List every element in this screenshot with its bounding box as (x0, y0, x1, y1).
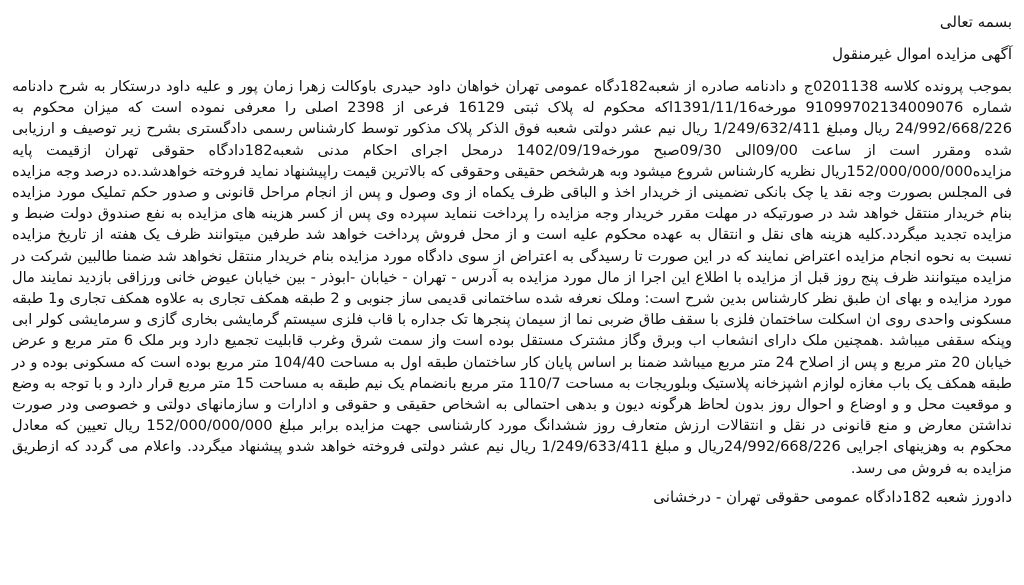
notice-title: آگهی مزایده اموال غیرمنقول (832, 45, 1012, 63)
invocation-heading: بسمه تعالی (939, 13, 1012, 31)
notice-body-text: بموجب پرونده کلاسه 0201138ج و دادنامه صادره از شعبه182دگاه عمومی تهران خواهان داود حیدری باوکالت زهرا زمان پور و علیه داود درستکار به شرح دادنامه شماره 9109970213400907‌6 مورخه1391/11/16اکه محکوم له پلاک ثبتی 16129 فرعی از 2398 اصلی را معرفی نموده است که میزان محکوم به 24/992/668/226 ریال ومبلغ 1/249/632/411 ریال نیم عشر دولتی شعبه فوق الذکر پلاک مذکور توسط کارشناس رسمی دادگستری بشرح زیر توصیف و ارزیابی شده ومقرر است از ساعت 09/00الی 09/30صبح مورخه1402/09/19 درمحل اجرای احکام مدنی شعبه182دادگاه حقوقی تهران ازقیمت پایه مزایده152/000/000/000ریال نظریه کارشناس شروع میشود وبه هرشخص حقیقی وحقوقی که بالاترین قیمت راپیشنهاد نماید فروخته خواهدشد.ده درصد وجه مزایده فی المجلس بصورت وجه نقد یا چک بانکی تضمینی از خریدار اخذ و الباقی ظرف یکماه از وی وصول و پس از انجام مراحل قانونی و صدور حکم تملیک مورد مزایده بنام خریدار منتقل خواهد شد در صورتیکه در مهلت مقرر خریدار وجه مزایده را پرداخت ننماید سپرده وی پس از کسر هزینه های مزایده به نفع صندوق دولت ضبط و مزایده تجدید میگردد.کلیه هزینه های نقل و انتقال به عهده محکوم علیه است و از محل فروش پرداخت خواهد شد طرفین میتوانند ظرف یک هفته از تاریخ مزایده نسبت به نحوه انجام مزایده اعتراض نمایند که در این صورت تا رسیدگی به اعتراض از سوی دادگاه مورد مزایده بنام خریدار منتقل نخواهد شد ضمنا طالبین شرکت در مزایده میتوانند ظرف پنج روز قبل از مزایده با اطلاع این اجرا از مال مورد مزایده به آدرس - تهران - خیابان -ابوذر - بین خیابان عیوض خانی ورزاقی بازدید نمایند مال مورد مزایده و بهای ان طبق نظر کارشناس بدین شرح است: وملک نعرفه شده ساختمانی قدیمی ساز جنوبی و 2 طبقه همکف تجاری به علاوه همکف تجاری و1 طبقه مسکونی واحدی روی ان اسکلت ساختمان فلزی با سقف طاق ضربی نما از سیمان پنجرها تک جداره با قاب فلزی سیستم گرمایشی بخاری گازی و سرمایشی کولر ابی وپنکه سقفی میباشد .همچنین ملک دارای انشعاب اب وبرق وگاز مشترک مستقل بوده است واز سمت شرق وغرب قابلیت تجمیع دارد وبر ملک 6 متر مربع و عرض خیابان 20 متر مربع و پس از اصلاح 24 متر مربع میباشد ضمنا بر اساس پایان کار ساختمان طبقه اول به مساحت 104/40 متر مربع بوده است که مسکونی بوده و در طبقه همکف یک باب مغازه لوازم اشپزخانه پلاستیک وبلوریجات به مساحت 110/7 متر مربع بانضمام یک نیم طبقه به مساحت 15 متر مربع قرار دارد و با توجه به وضع و موقعیت محل و و اوضاع و احوال روز بدون لحاظ هرگونه دیون و بدهی احتمالی به اشخاص حقیقی و حقوقی و ادارات و سازمانهای دولتی و خصوصی ودر صورت نداشتن معارض و منع قانونی در نقل و انتقالات ارزش متعارف روز ششدانگ مورد کارشناسی جهت مزایده برابر مبلغ 152/000/000/000 ریال تعیین که معادل محکوم به وهزینهای اجرایی 24/992/668/226ریال و مبلغ 1/249/633/411 ریال نیم عشر دولتی فروخته خواهد شدو پیشنهاد میگردد. واعلام می گردد که ازطریق مزایده به فروش می رسد. (12, 78, 1013, 477)
notice-signature: دادورز شعبه 182دادگاه عمومی حقوقی تهران - درخشانی (653, 487, 1012, 506)
